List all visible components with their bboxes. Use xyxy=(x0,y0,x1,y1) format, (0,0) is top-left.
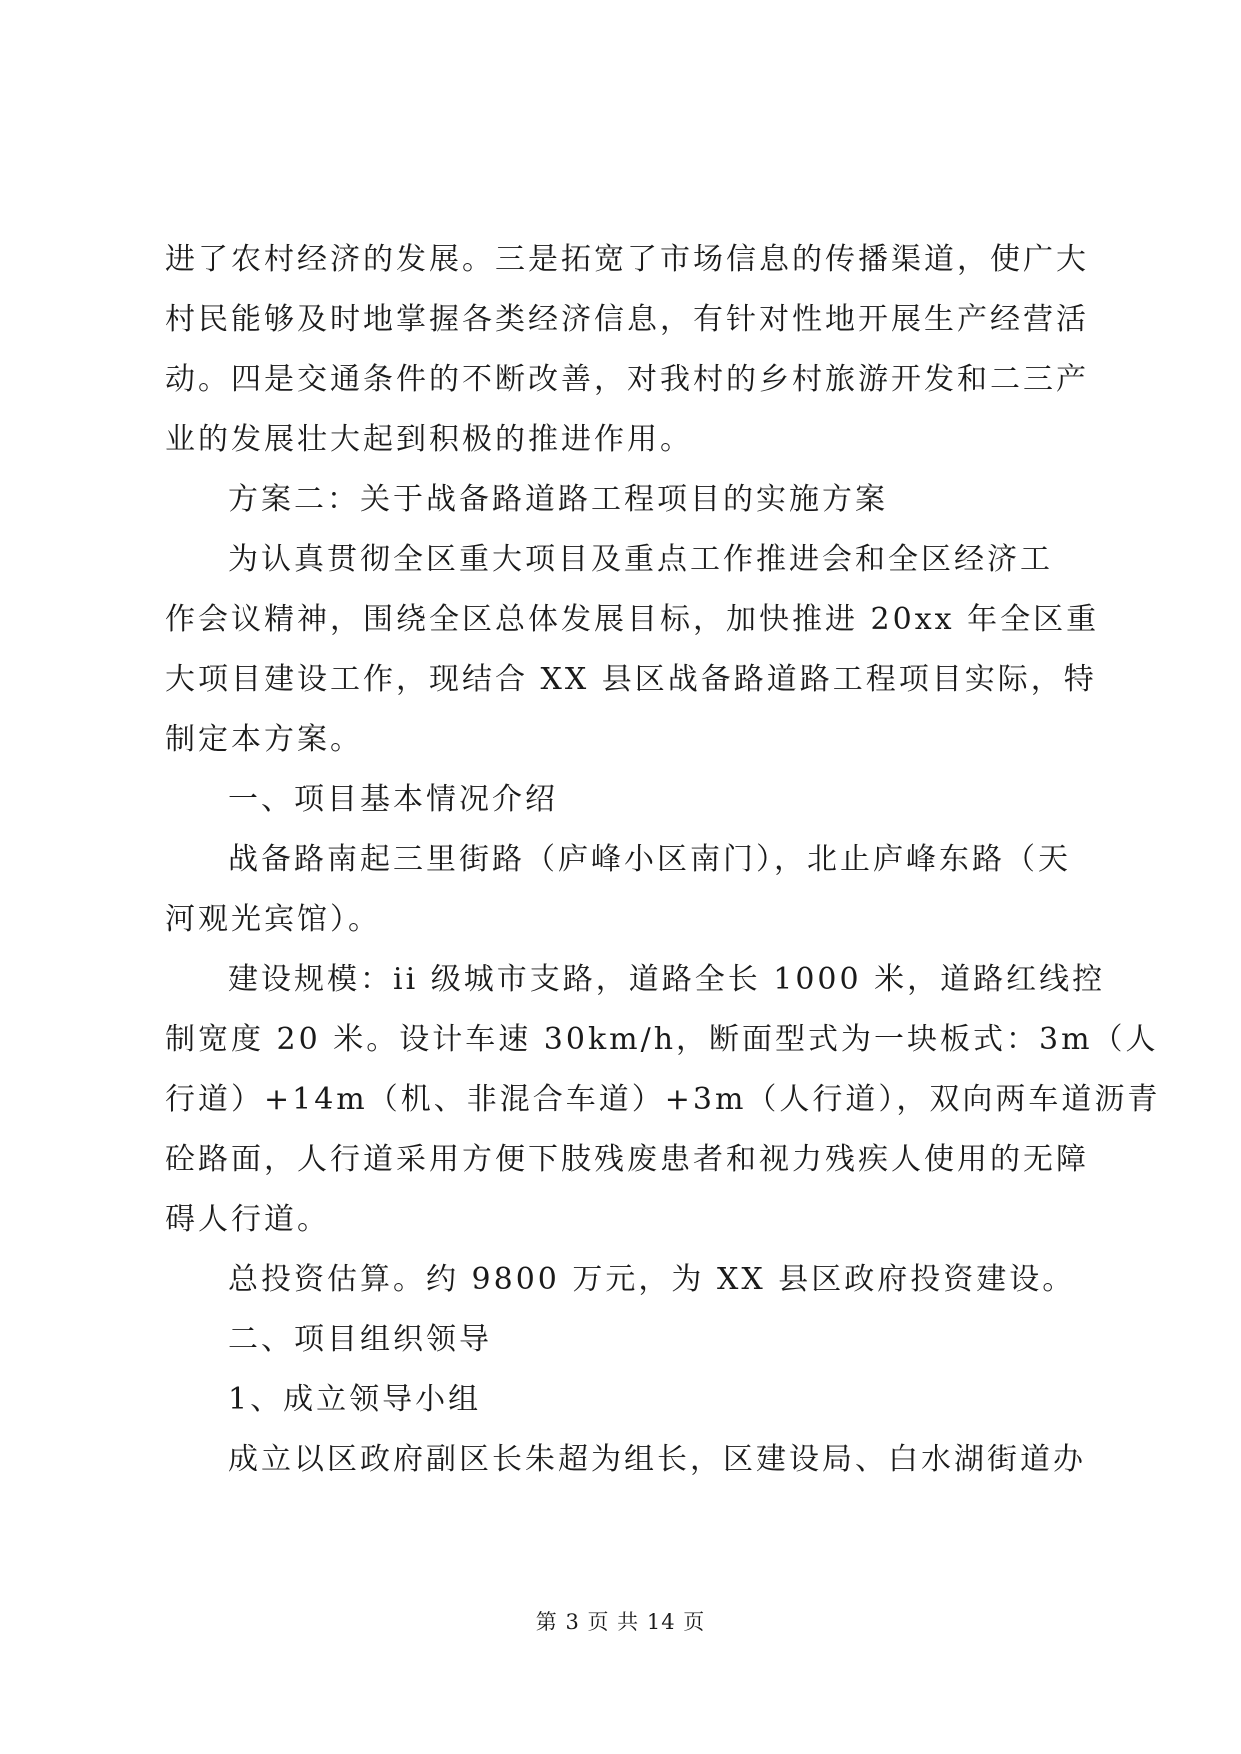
text-line: 成立以区政府副区长朱超为组长，区建设局、白水湖街道办 xyxy=(228,1442,1086,1477)
text-line: 村民能够及时地掌握各类经济信息，有针对性地开展生产经营活 xyxy=(165,302,1089,337)
text-line: 砼路面，人行道采用方便下肢残废患者和视力残疾人使用的无障 xyxy=(165,1142,1089,1177)
text-line: 河观光宾馆）。 xyxy=(165,902,381,937)
text-line: 制宽度 20 米。设计车速 30km/h，断面型式为一块板式：3m（人 xyxy=(165,1022,1159,1057)
text-line: 行道）+14m（机、非混合车道）+3m（人行道），双向两车道沥青 xyxy=(165,1082,1161,1117)
text-line: 业的发展壮大起到积极的推进作用。 xyxy=(165,422,693,457)
text-line: 总投资估算。约 9800 万元，为 XX 县区政府投资建设。 xyxy=(228,1262,1076,1297)
section-heading: 一、项目基本情况介绍 xyxy=(228,782,558,817)
text-line: 碍人行道。 xyxy=(165,1202,330,1237)
text-line: 进了农村经济的发展。三是拓宽了市场信息的传播渠道，使广大 xyxy=(165,242,1089,277)
body-text xyxy=(165,230,1161,1490)
text-line: 战备路南起三里街路（庐峰小区南门），北止庐峰东路（天 xyxy=(228,842,1071,877)
text-line: 作会议精神，围绕全区总体发展目标，加快推进 20xx 年全区重 xyxy=(165,602,1100,637)
page-footer: 第 3 页 共 14 页 xyxy=(535,1610,706,1634)
section-heading: 二、项目组织领导 xyxy=(228,1322,492,1357)
subsection-heading: 1、成立领导小组 xyxy=(228,1382,482,1417)
text-line: 制定本方案。 xyxy=(165,722,363,757)
text-line: 动。四是交通条件的不断改善，对我村的乡村旅游开发和二三产 xyxy=(165,362,1089,397)
section-heading: 方案二：关于战备路道路工程项目的实施方案 xyxy=(228,482,888,517)
text-line: 大项目建设工作，现结合 XX 县区战备路道路工程项目实际，特 xyxy=(165,662,1097,697)
text-line: 建设规模：ii 级城市支路，道路全长 1000 米，道路红线控 xyxy=(228,962,1106,997)
text-line: 为认真贯彻全区重大项目及重点工作推进会和全区经济工 xyxy=(228,542,1053,577)
